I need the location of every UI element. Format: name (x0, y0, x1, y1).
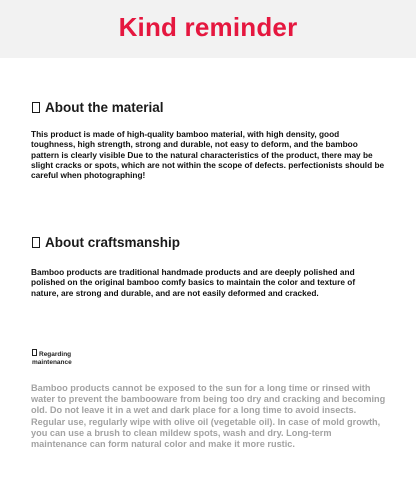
square-bullet-icon (32, 102, 40, 113)
square-bullet-icon (32, 349, 37, 356)
section-heading-material (32, 99, 164, 117)
section-heading-craftsmanship (32, 234, 180, 252)
section-body-craftsmanship: Bamboo products are traditional handmade products and are deeply polished and polished on the original bamboo comfy basics to maintain the color and texture of nature, are strong and durable, and are not easily deformed and cracked. (31, 267, 356, 298)
square-bullet-icon (32, 237, 40, 248)
section-heading-label: Regarding maintenance (32, 351, 72, 366)
section-body-material: This product is made of high-quality bamboo material, with high density, good toughness, high strength, strong and durable, not easy to deform, and the bamboo pattern is clearly visible Due to the natural characteristics of the product, there may be slight cracks or spots, which are not within the scope of defects. perfectionists should be careful when photographing! (31, 129, 385, 181)
section-heading-maintenance (32, 349, 102, 367)
section-body-maintenance: Bamboo products cannot be exposed to the sun for a long time or rinsed with water to prevent the bambooware from being too dry and cracking and becoming old. Do not leave it in a wet and dark place for a long time to avoid insects. Regular use, regularly wipe with olive oil (vegetable oil). In case of mold growth, you can use a brush to clean mildew spots, wash and dry. Long-term maintenance can form natural color and make it more rustic. (31, 383, 386, 450)
page-title: Kind reminder (118, 12, 298, 42)
header-banner (0, 0, 416, 58)
section-heading-label: About craftsmanship (45, 235, 181, 250)
section-heading-label: About the material (45, 100, 164, 115)
